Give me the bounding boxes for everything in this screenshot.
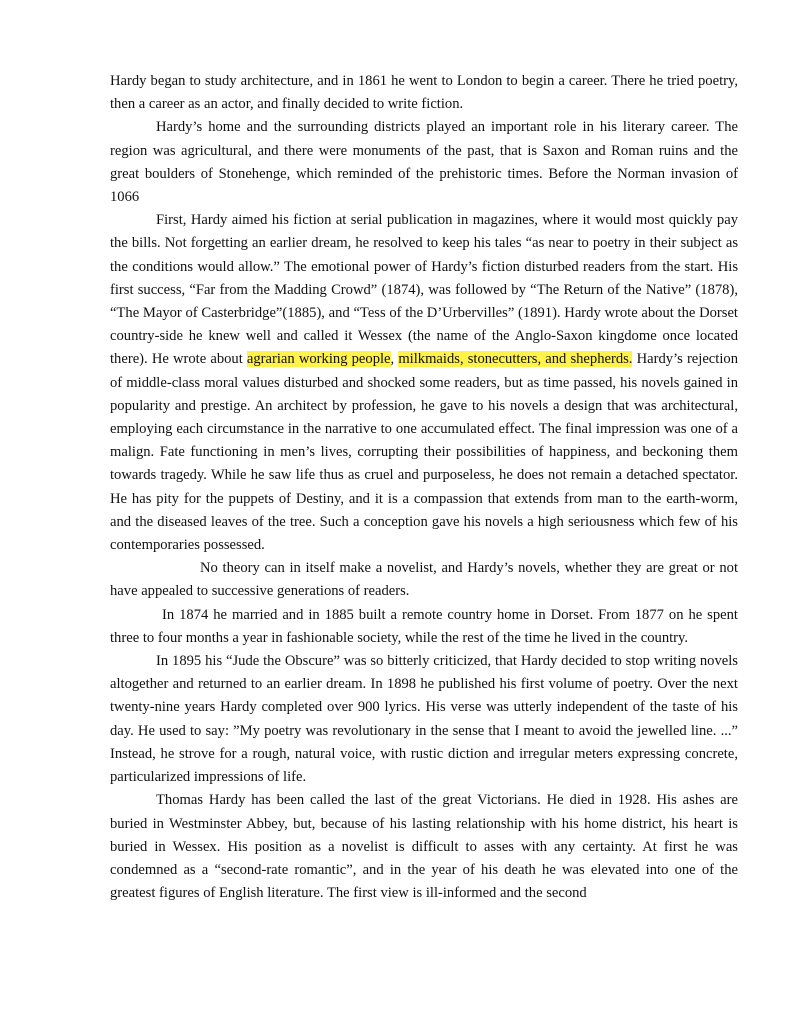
paragraph-text-before-highlight: First, Hardy aimed his fiction at serial publication in magazines, where it would most quickly pay the bills. Not forgetting an earlier dream, he resolved to keep his tales “as near to poetry in their subject as the conditions would allow.” The emotional power of Hardy’s fiction disturbed readers from the start. His first success, “Far from the Madding Crowd” (1874), was followed by “The Return of the Native” (1878), “The Mayor of Casterbridge”(1885), and “Tess of the D’Urbervilles” (1891). Hardy wrote about the Dorset country-side he knew well and called it Wessex (the name of the Anglo-Saxon kingdome once located there). He wrote about — [110, 212, 738, 368]
paragraph-last-victorians: Thomas Hardy has been called the last of the great Victorians. He died in 1928. His ashes are buried in Westminster Abbey, but, because of his lasting relationship with his home district, his heart is buried in Wessex. His position as a novelist is difficult to asses with any certainty. At first he was condemned as a “second-rate romantic”, and in the year of his death he was elevated into one of the greatest figures of English literature. The first view is ill-informed and the second — [110, 792, 738, 902]
paragraph-study-architecture: Hardy began to study architecture, and in 1861 he went to London to begin a career. There he tried poetry, then a career as an actor, and finally decided to write fiction. — [110, 73, 738, 113]
paragraph-home-districts: Hardy’s home and the surrounding districts played an important role in his literary career. The region was agricultural, and there were monuments of the past, that is Saxon and Roman ruins and the great boulders of Stonehenge, which reminded of the prehistoric times. Before the Norman invasion of 1066 — [110, 119, 738, 206]
paragraph-serial-publication — [110, 209, 738, 557]
highlighted-text-milkmaids: milkmaids, stonecutters, and shepherds. — [398, 351, 633, 368]
paragraph-no-theory: No theory can in itself make a novelist, and Hardy’s novels, whether they are great or not have appealed to successive generations of readers. — [110, 560, 738, 600]
highlighted-text-agrarian: agrarian working people — [246, 351, 391, 368]
document-page — [110, 70, 738, 905]
paragraph-married-1874: In 1874 he married and in 1885 built a remote country home in Dorset. From 1877 on he spent three to four months a year in fashionable society, while the rest of the time he lived in the country. — [110, 606, 738, 646]
paragraph-text-between: , — [390, 351, 399, 368]
paragraph-jude-the-obscure: In 1895 his “Jude the Obscure” was so bitterly criticized, that Hardy decided to stop writing novels altogether and returned to an earlier dream. In 1898 he published his first volume of poetry. Over the next twenty-nine years Hardy completed over 900 lyrics. His verse was utterly independent of the taste of his day. He used to say: ”My poetry was revolutionary in the sense that I meant to avoid the jewelled line. ...” Instead, he strove for a rough, natural voice, with rustic diction and irregular meters expressing concrete, particularized impressions of life. — [110, 653, 738, 786]
paragraph-text-after-highlight: Hardy’s rejection of middle-class moral values disturbed and shocked some readers, but as time passed, his novels gained in popularity and prestige. An architect by profession, he gave to his novels a design that was architectural, employing each circumstance in the narrative to one accumulated effect. The final impression was one of a malign. Fate functioning in men’s lives, corrupting their possibilities of happiness, and beckoning them towards tragedy. While he saw life thus as cruel and purposeless, he does not remain a detached spectator. He has pity for the puppets of Destiny, and it is a compassion that extends from man to the earth-worm, and the diseased leaves of the tree. Such a conception gave his novels a high seriousness which few of his contemporaries possessed. — [110, 351, 738, 554]
